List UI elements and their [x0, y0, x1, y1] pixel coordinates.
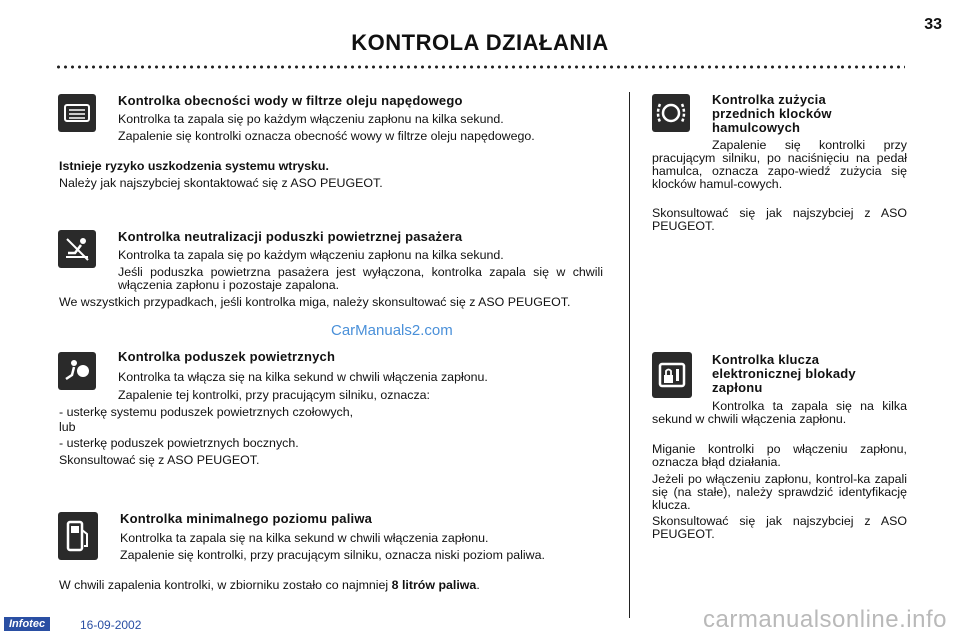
column-divider — [629, 92, 630, 618]
section-heading — [712, 93, 907, 135]
immobiliser-key-icon — [652, 352, 692, 398]
paragraph: Skonsultować się jak najszybciej z ASO PEUGEOT. — [652, 206, 907, 233]
paragraph: Kontrolka ta zapala się na kilka sekund w chwili włączenia zapłonu. — [120, 531, 489, 545]
section-heading: Kontrolka obecności wody w filtrze oleju napędowego — [118, 93, 463, 108]
passenger-airbag-off-icon — [58, 230, 96, 268]
paragraph: Zapalenie się kontrolki oznacza obecność wowy w filtrze oleju napędowego. — [118, 129, 535, 143]
dotted-divider — [55, 64, 905, 70]
paragraph: Skonsultować się z ASO PEUGEOT. — [59, 453, 260, 467]
paragraph: Zapalenie tej kontrolki, przy pracującym silniku, oznacza: — [118, 388, 430, 402]
list-item: - usterkę systemu poduszek powietrznych czołowych, — [59, 405, 354, 419]
paragraph: Kontrolka ta włącza się na kilka sekund w chwili włączenia zapłonu. — [118, 370, 488, 384]
text-run: W chwili zapalenia kontrolki, w zbiorniku zostało co najmniej — [59, 578, 392, 592]
section-heading: Kontrolka poduszek powietrznych — [118, 349, 336, 364]
paragraph: Skonsultować się jak najszybciej z ASO PEUGEOT. — [652, 514, 907, 541]
heading-line: elektronicznej blokady — [712, 366, 856, 381]
heading-line: hamulcowych — [712, 120, 801, 135]
paragraph: Miganie kontrolki po włączeniu zapłonu, oznacza błąd działania. — [652, 442, 907, 469]
list-item: - usterkę poduszek powietrznych bocznych. — [59, 436, 299, 450]
section-heading: Kontrolka neutralizacji poduszki powietrznej pasażera — [118, 229, 463, 244]
paragraph: Jeżeli po włączeniu zapłonu, kontrol-ka zapali się (na stałe), należy sprawdzić identyfikację klucza. — [652, 472, 907, 512]
brake-pad-wear-icon — [652, 94, 690, 132]
paragraph: Zapalenie się kontrolki przy pracującym silniku, po naciśnięciu na pedał hamulca, oznacza zapo-wiedź zużycia się klocków hamul-cowych. — [652, 138, 907, 191]
paragraph: We wszystkich przypadkach, jeśli kontrolka miga, należy skonsultować się z ASO PEUGEOT. — [59, 295, 571, 309]
section-heading: Kontrolka minimalnego poziomu paliwa — [120, 511, 373, 526]
text-run: . — [476, 578, 480, 592]
site-logo: carmanualsonline.info — [703, 606, 947, 633]
heading-line: przednich klocków — [712, 106, 832, 121]
list-item: lub — [59, 420, 76, 434]
paragraph — [59, 579, 619, 592]
fuel-pump-icon — [58, 512, 98, 560]
heading-line: Kontrolka klucza — [712, 352, 820, 367]
section-heading — [712, 353, 907, 395]
paragraph: Należy jak najszybciej skontaktować się z ASO PEUGEOT. — [59, 176, 383, 190]
paragraph: Kontrolka ta zapala się po każdym włączeniu zapłonu na kilka sekund. — [118, 248, 504, 262]
watermark-link[interactable]: CarManuals2.com — [331, 322, 453, 339]
print-date: 16-09-2002 — [80, 618, 142, 632]
infotec-badge: Infotec — [4, 617, 50, 631]
page-number: 33 — [924, 16, 942, 33]
warning-text: Istnieje ryzyko uszkodzenia systemu wtrysku. — [59, 159, 329, 173]
water-in-filter-icon — [58, 94, 96, 132]
page-title: KONTROLA DZIAŁANIA — [351, 30, 609, 55]
paragraph: Kontrolka ta zapala się na kilka sekund w chwili włączenia zapłonu. — [652, 399, 907, 426]
heading-line: Kontrolka zużycia — [712, 92, 826, 107]
fuel-amount: 8 litrów paliwa — [391, 578, 477, 592]
paragraph: Jeśli poduszka powietrzna pasażera jest wyłączona, kontrolka zapala się w chwili włączenia zapłonu i pozostaje zapalona. — [118, 265, 603, 292]
airbag-icon — [58, 352, 96, 390]
paragraph: Kontrolka ta zapala się po każdym włączeniu zapłonu na kilka sekund. — [118, 112, 504, 126]
paragraph: Zapalenie się kontrolki, przy pracującym silniku, oznacza niski poziom paliwa. — [120, 548, 545, 562]
heading-line: zapłonu — [712, 380, 763, 395]
